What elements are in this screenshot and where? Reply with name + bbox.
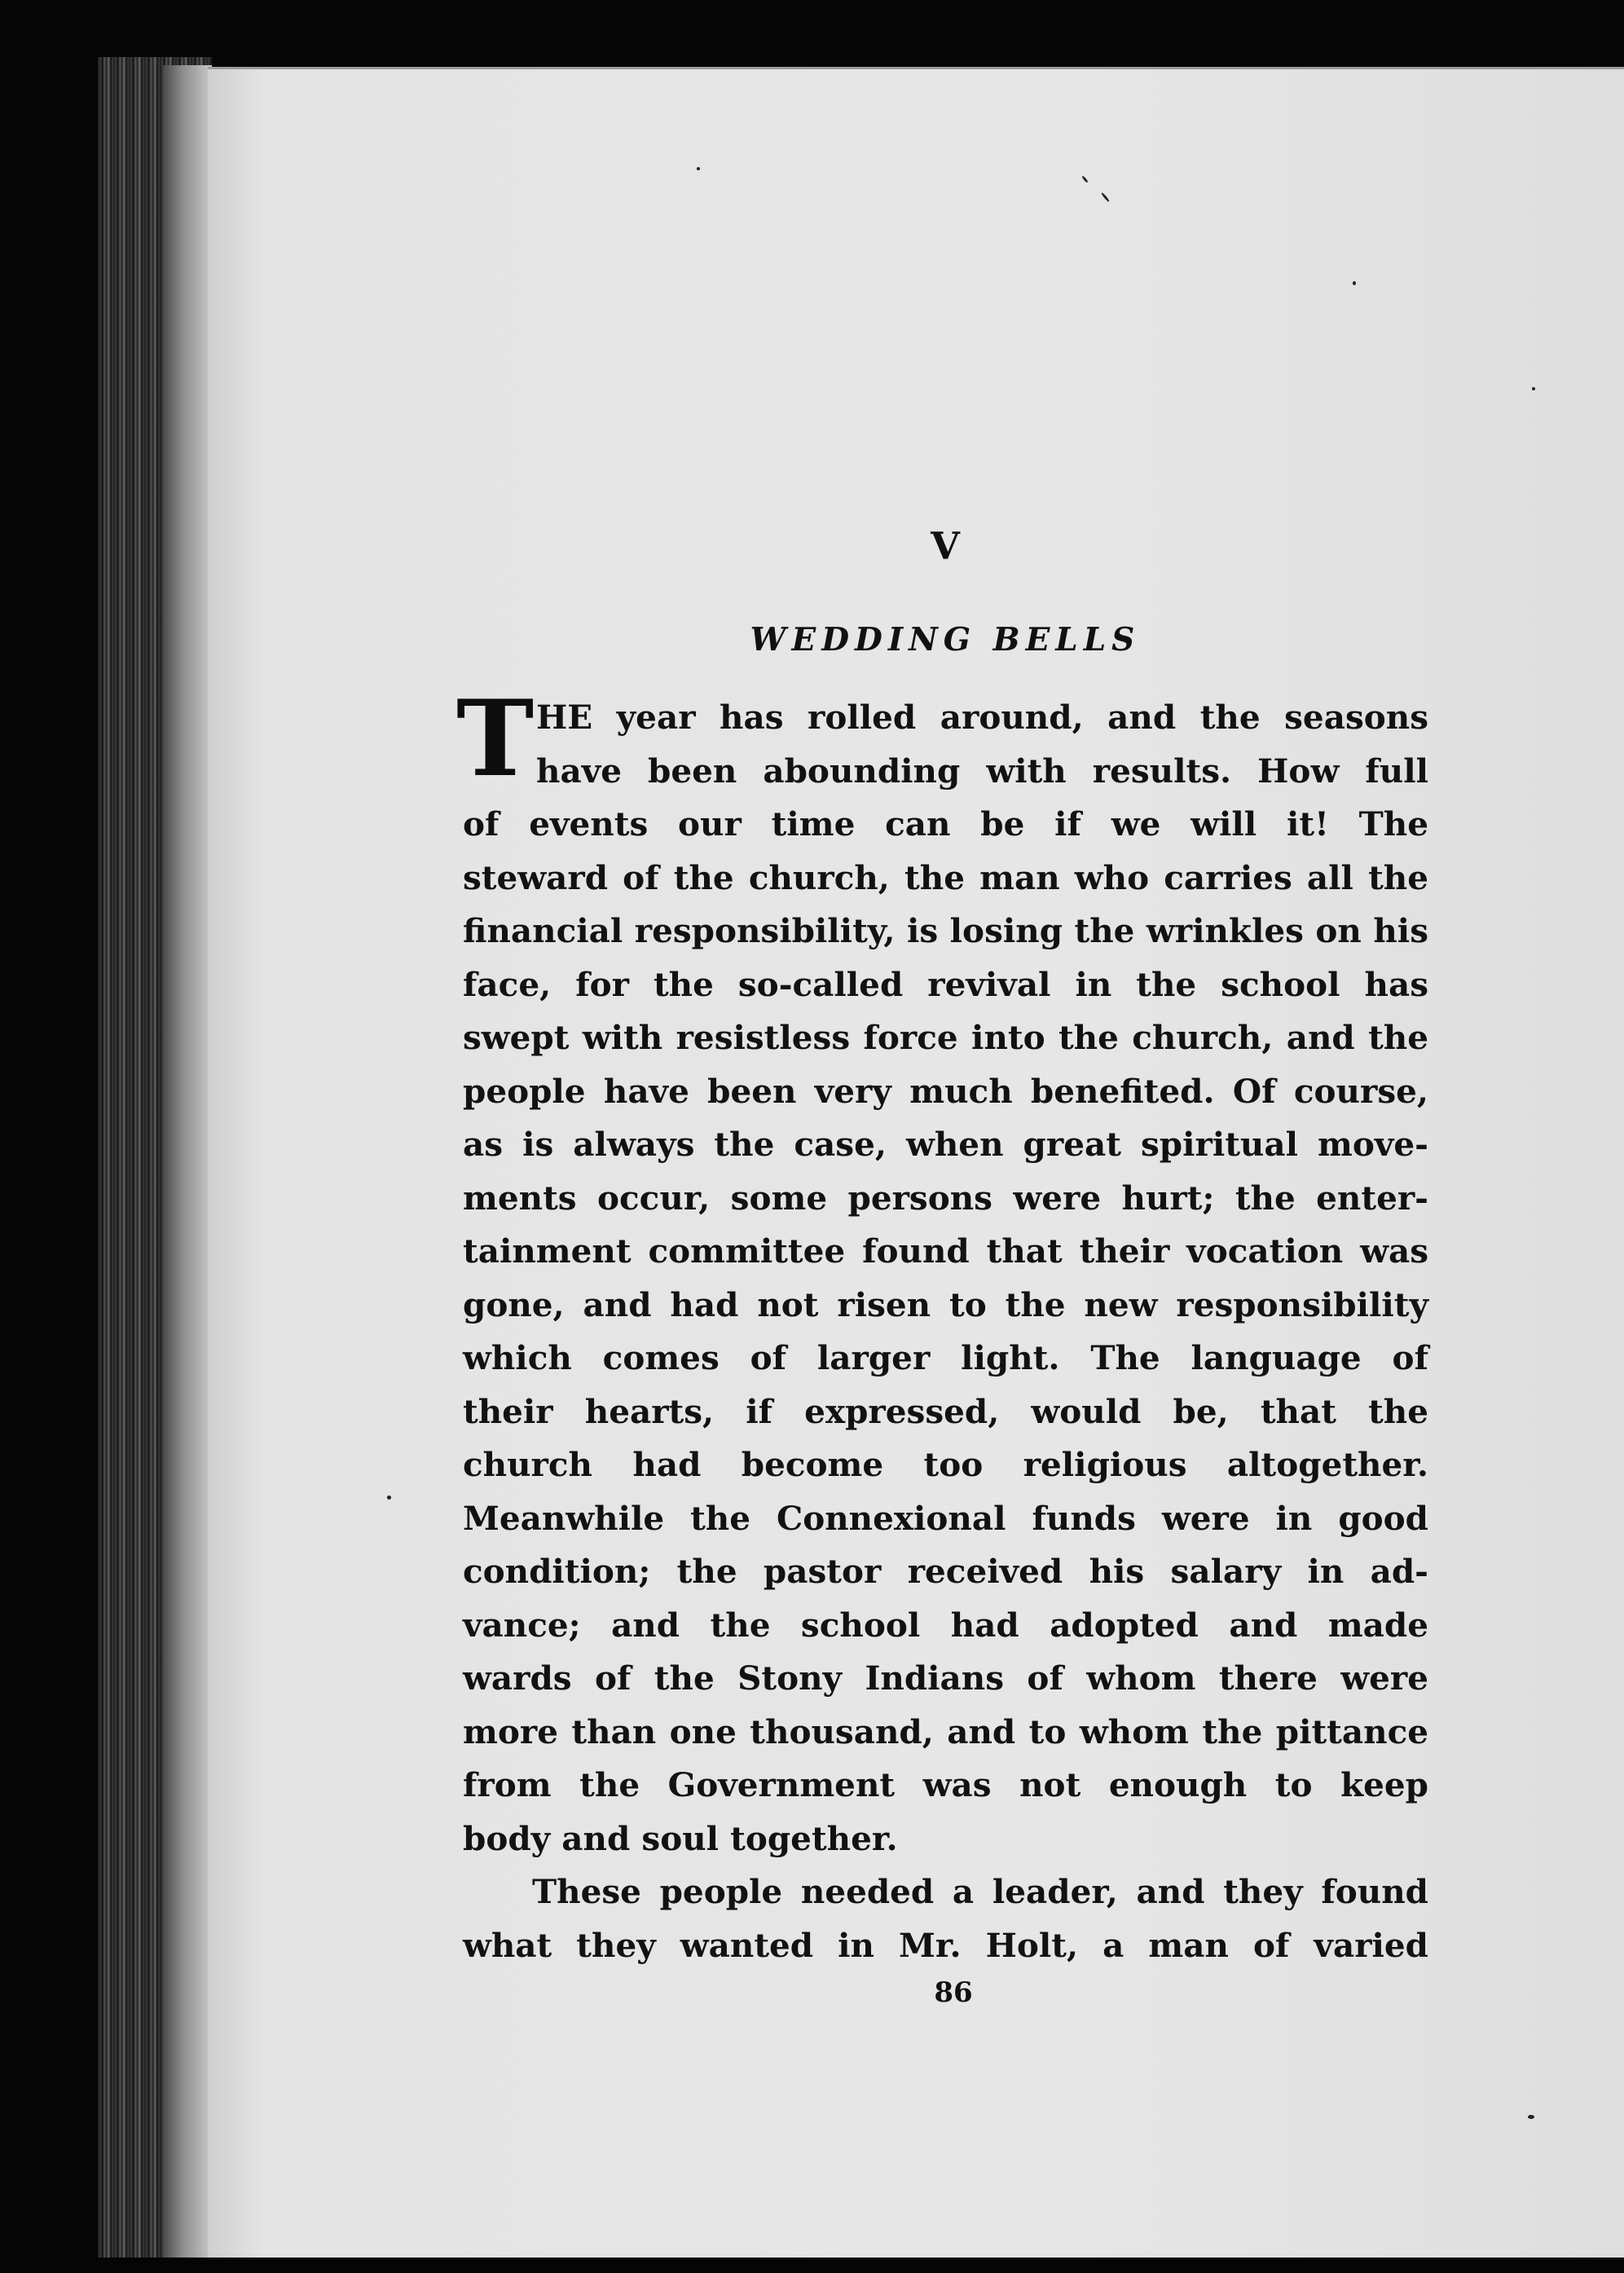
text-line: church had become too religious altogether. [463, 1445, 1428, 1484]
body-text [456, 678, 1428, 1972]
drop-cap: T [456, 678, 535, 800]
text-line: These people needed a leader, and they found [532, 1872, 1428, 1911]
text-line: Meanwhile the Connexional funds were in good [463, 1498, 1428, 1538]
text-line: ments occur, some persons were hurt; the enter- [463, 1178, 1428, 1218]
text-line: more than one thousand, and to whom the pittance [463, 1711, 1428, 1751]
text-line: face, for the so-called revival in the school has [463, 964, 1428, 1004]
text-line: people have been very much benefited. Of course, [463, 1071, 1428, 1111]
chapter-number: V [931, 524, 960, 568]
text-line: HE year has rolled around, and the seasons [536, 698, 1428, 737]
text-line: vance; and the school had adopted and made [463, 1605, 1428, 1645]
text-line: financial responsibility, is losing the wrinkles on his [463, 911, 1428, 950]
chapter-title: WEDDING BELLS [750, 621, 1141, 659]
text-line: as is always the case, when great spiritual move- [463, 1125, 1428, 1164]
text-line: their hearts, if expressed, would be, that the [463, 1391, 1428, 1431]
text-line: wards of the Stony Indians of whom there were [463, 1658, 1428, 1698]
text-line: body and soul together. [463, 1818, 898, 1858]
spine-shadow [163, 65, 212, 2258]
text-line: condition; the pastor received his salary in ad- [463, 1552, 1428, 1591]
text-line: what they wanted in Mr. Holt, a man of varied [463, 1925, 1428, 1965]
text-line: steward of the church, the man who carries all the [463, 857, 1428, 897]
text-line: swept with resistless force into the church, and the [463, 1018, 1428, 1057]
text-line: which comes of larger light. The language of [463, 1338, 1428, 1377]
text-line: have been abounding with results. How full [536, 751, 1428, 791]
text-line: from the Government was not enough to keep [463, 1765, 1428, 1804]
page-number: 86 [934, 1976, 973, 2009]
text-line: gone, and had not risen to the new responsibility [463, 1284, 1428, 1324]
text-line: tainment committee found that their vocation was [463, 1231, 1428, 1271]
text-line: of events our time can be if we will it! The [463, 804, 1428, 844]
